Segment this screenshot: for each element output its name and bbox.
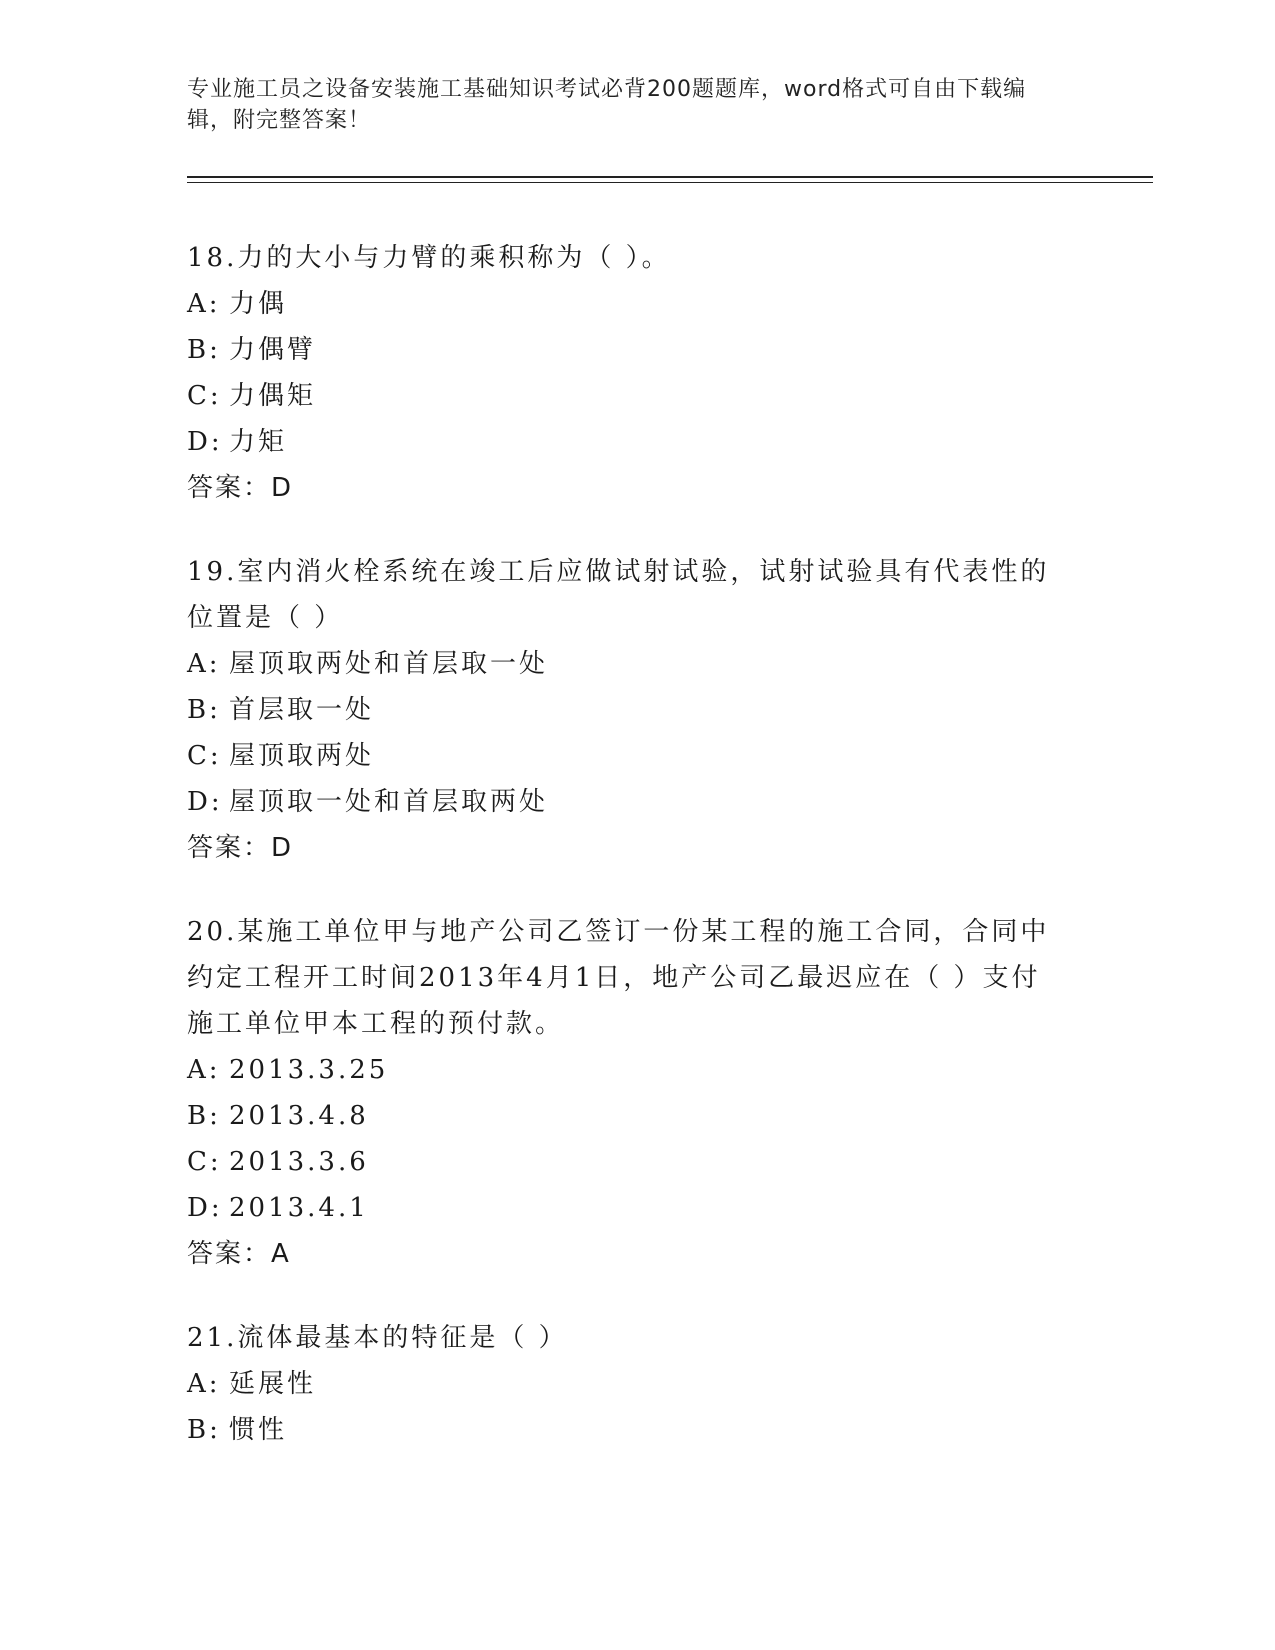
option-key: B: xyxy=(187,1415,221,1445)
option-key: B: xyxy=(187,1101,221,1131)
option-key: B: xyxy=(187,335,221,365)
question-body: 某施工单位甲与地产公司乙签订一份某工程的施工合同，合同中约定工程开工时间2013年4月1日，地产公司乙最迟应在（ ）支付施工单位甲本工程的预付款。 xyxy=(187,917,1050,1039)
option-key: A: xyxy=(187,1055,221,1085)
option-c xyxy=(187,1139,1087,1185)
option-key: C: xyxy=(187,381,222,411)
header-divider-thick xyxy=(187,176,1153,178)
option-text: 2013.4.8 xyxy=(229,1101,369,1131)
option-b xyxy=(187,1407,1087,1453)
question-number: 20. xyxy=(187,917,238,947)
question-list xyxy=(187,235,1087,1491)
question-body: 力的大小与力臂的乘积称为（ ）。 xyxy=(237,243,671,273)
question-21 xyxy=(187,1315,1087,1453)
question-body: 流体最基本的特征是（ ） xyxy=(237,1323,568,1353)
question-19 xyxy=(187,549,1087,871)
document-intro: 专业施工员之设备安装施工基础知识考试必背200题题库，word格式可自由下载编辑，附完整答案！ xyxy=(187,77,1027,133)
option-key: D: xyxy=(187,787,223,817)
option-key: C: xyxy=(187,741,222,771)
question-text xyxy=(187,909,1067,1047)
answer-line: 答案：A xyxy=(187,1239,291,1269)
option-text: 屋顶取两处和首层取一处 xyxy=(229,649,549,679)
option-key: C: xyxy=(187,1147,222,1177)
option-text: 惯性 xyxy=(229,1415,288,1445)
option-text: 延展性 xyxy=(229,1369,317,1399)
option-key: A: xyxy=(187,649,221,679)
option-key: A: xyxy=(187,1369,221,1399)
option-text: 力偶臂 xyxy=(229,335,317,365)
answer-line: 答案：D xyxy=(187,473,294,503)
option-b xyxy=(187,327,1087,373)
question-number: 21. xyxy=(187,1323,238,1353)
option-d xyxy=(187,1185,1087,1231)
option-b xyxy=(187,687,1087,733)
option-text: 2013.3.6 xyxy=(229,1147,369,1177)
option-text: 力偶矩 xyxy=(229,381,317,411)
header-divider-thin xyxy=(187,182,1153,183)
option-a xyxy=(187,1047,1087,1093)
option-text: 2013.3.25 xyxy=(229,1055,389,1085)
option-d xyxy=(187,779,1087,825)
option-text: 力偶 xyxy=(229,289,288,319)
question-18 xyxy=(187,235,1087,511)
option-a xyxy=(187,1361,1087,1407)
option-a xyxy=(187,281,1087,327)
option-key: D: xyxy=(187,427,223,457)
option-text: 屋顶取一处和首层取两处 xyxy=(229,787,549,817)
option-d xyxy=(187,419,1087,465)
option-key: A: xyxy=(187,289,221,319)
question-20 xyxy=(187,909,1087,1277)
question-body: 室内消火栓系统在竣工后应做试射试验，试射试验具有代表性的位置是（ ） xyxy=(187,557,1050,633)
option-text: 力矩 xyxy=(229,427,288,457)
question-text xyxy=(187,549,1067,641)
option-c xyxy=(187,733,1087,779)
option-key: D: xyxy=(187,1193,223,1223)
option-c xyxy=(187,373,1087,419)
option-text: 首层取一处 xyxy=(229,695,375,725)
question-text xyxy=(187,1315,1067,1361)
option-text: 2013.4.1 xyxy=(229,1193,369,1223)
option-key: B: xyxy=(187,695,221,725)
option-b xyxy=(187,1093,1087,1139)
option-a xyxy=(187,641,1087,687)
question-text xyxy=(187,235,1067,281)
question-number: 19. xyxy=(187,557,238,587)
answer-line: 答案：D xyxy=(187,833,294,863)
question-number: 18. xyxy=(187,243,238,273)
option-text: 屋顶取两处 xyxy=(229,741,375,771)
